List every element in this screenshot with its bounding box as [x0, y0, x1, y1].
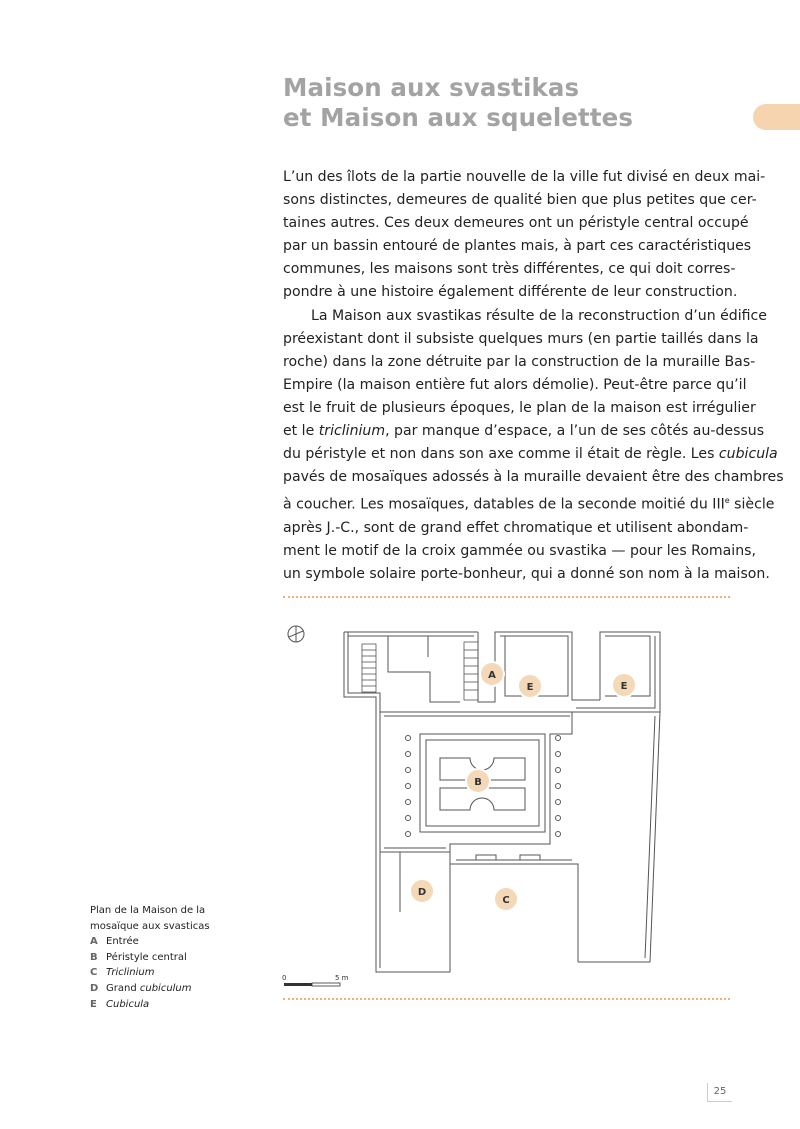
dotted-divider-bottom: [283, 998, 730, 1000]
caption-item: E Cubicula: [90, 998, 150, 1010]
body-line: à coucher. Les mosaïques, datables de la seconde moitié du IIIe siècle: [283, 496, 775, 513]
body-line: un symbole solaire porte-bonheur, qui a donné son nom à la maison.: [283, 566, 770, 583]
body-line: préexistant dont il subsiste quelques murs (en partie taillés dans la: [283, 330, 759, 347]
label-e-1: [518, 674, 542, 698]
caption-item: D Grand cubiculum: [90, 982, 192, 994]
dotted-divider-top: [283, 596, 730, 598]
svg-text:D: D: [417, 887, 427, 898]
body-line: et le triclinium, par manque d’espace, a l’un de ses côtés au-dessus: [283, 423, 765, 440]
svg-text:B: B: [474, 777, 482, 788]
body-line: communes, les maisons sont très différentes, ce qui doit corres-: [283, 261, 736, 278]
body-line: Empire (la maison entière fut alors démolie). Peut-être parce qu’il: [283, 376, 747, 393]
caption-item: B Péristyle central: [90, 951, 187, 963]
svg-text:A: A: [488, 670, 496, 681]
title-line-2: et Maison aux squelettes: [283, 103, 634, 132]
house-floor-plan: [280, 612, 680, 992]
body-line: pondre à une histoire également différente de leur construction.: [283, 284, 738, 301]
body-line: du péristyle et non dans son axe comme il était de règle. Les cubicula: [283, 446, 778, 463]
scale-bar: [282, 974, 349, 986]
body-line: L’un des îlots de la partie nouvelle de la ville fut divisé en deux mai-: [283, 169, 766, 185]
body-line: roche) dans la zone détruite par la construction de la muraille Bas-: [283, 353, 756, 370]
body-line: La Maison aux svastikas résulte de la reconstruction d’un édifice: [311, 307, 767, 324]
label-d: [410, 879, 434, 903]
caption-item: C Triclinium: [90, 967, 155, 979]
plan-caption: [90, 903, 220, 1012]
body-line: taines autres. Ces deux demeures ont un péristyle central occupé: [283, 215, 749, 232]
caption-title: Plan de la Maison de la mosaïque aux svasticas: [90, 905, 210, 932]
body-line: sons distinctes, demeures de qualité bien que plus petites que cer-: [283, 192, 757, 209]
svg-text:0: 0: [282, 974, 287, 982]
body-line: par un bassin entouré de plantes mais, à part ces caractéristiques: [283, 238, 752, 255]
label-a: [480, 662, 504, 686]
body-line: ment le motif de la croix gammée ou svastika — pour les Romains,: [283, 543, 756, 560]
svg-text:E: E: [526, 682, 534, 693]
svg-text:E: E: [620, 681, 628, 692]
label-c: [494, 887, 518, 911]
body-line: après J.-C., sont de grand effet chromatique et utilisent abondam-: [283, 520, 749, 537]
page-number: 25: [707, 1083, 732, 1102]
compass-icon: [288, 626, 304, 642]
body-text: [283, 166, 784, 586]
caption-item: A Entrée: [90, 936, 139, 948]
label-b: [466, 769, 490, 793]
chapter-tab-marker: [753, 104, 800, 130]
title-line-1: Maison aux svastikas: [283, 73, 580, 102]
label-e-2: [612, 673, 636, 697]
page-title: [283, 73, 633, 133]
body-line: est le fruit de plusieurs époques, le plan de la maison est irrégulier: [283, 399, 756, 416]
svg-text:C: C: [502, 895, 510, 906]
svg-text:5 m: 5 m: [335, 974, 349, 982]
italic-term-triclinium: triclinium: [318, 423, 386, 440]
italic-term-cubicula: cubicula: [718, 446, 778, 463]
body-line: pavés de mosaïques adossés à la muraille devaient être des chambres: [283, 469, 784, 486]
